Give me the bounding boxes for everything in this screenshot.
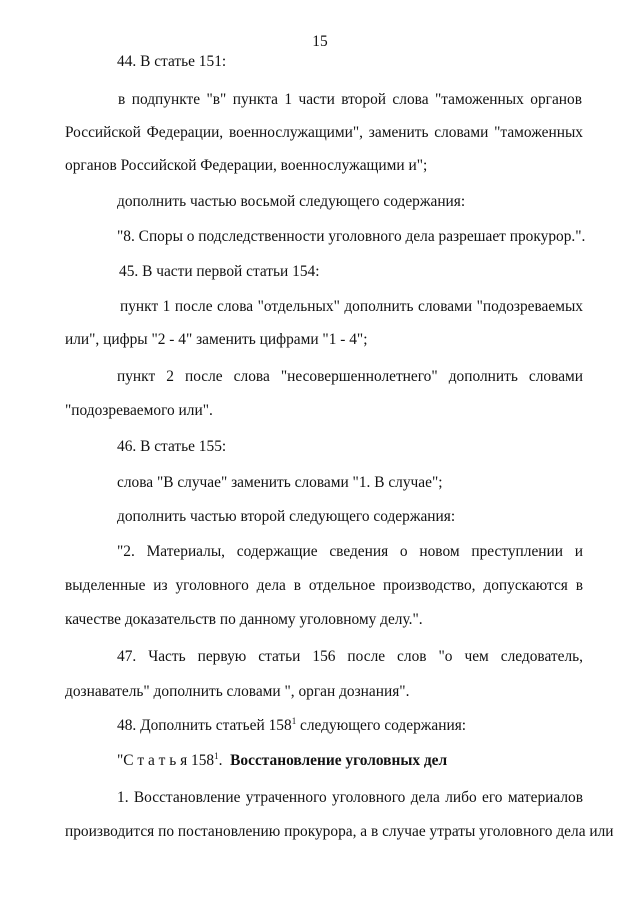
paragraph-line: Российской Федерации, военнослужащими", заменить словами "таможенных <box>65 124 583 141</box>
paragraph-line: 45. В части первой статьи 154: <box>119 263 320 280</box>
paragraph-line: "8. Споры о подследственности уголовного дела разрешает прокурор.". <box>117 228 586 245</box>
paragraph-line: производится по постановлению прокурора, а в случае утраты уголовного дела или <box>65 823 614 840</box>
article-superscript: 1 <box>214 750 219 761</box>
paragraph-line: "2. Материалы, содержащие сведения о новом преступлении и <box>117 543 583 560</box>
paragraph-line: дополнить частью второй следующего содержания: <box>117 508 456 525</box>
paragraph-line: или", цифры "2 - 4" заменить цифрами "1 - 4"; <box>65 331 368 348</box>
article-label: "С т а т ь я 158 <box>117 752 215 769</box>
paragraph-line: 46. В статье 155: <box>117 438 227 455</box>
line48-text: 48. Дополнить статьей 158 <box>117 717 292 734</box>
line48-text-end: следующего содержания: <box>296 717 467 734</box>
paragraph-line: выделенные из уголовного дела в отдельное производство, допускаются в <box>65 577 583 594</box>
paragraph-line: дополнить частью восьмой следующего содержания: <box>117 193 466 210</box>
paragraph-line: пункт 2 после слова "несовершеннолетнего" дополнить словами <box>117 368 583 385</box>
article-heading <box>117 751 447 770</box>
paragraph-line: "подозреваемого или". <box>65 402 213 419</box>
paragraph-line: качестве доказательств по данному уголовному делу.". <box>65 611 423 628</box>
article-title: Восстановление уголовных дел <box>230 752 448 769</box>
page-number: 15 <box>312 33 328 50</box>
paragraph-line: 44. В статье 151: <box>117 53 227 70</box>
paragraph-line: в подпункте "в" пункта 1 части второй слова "таможенных органов <box>118 91 582 108</box>
paragraph-line: пункт 1 после слова "отдельных" дополнить словами "подозреваемых <box>120 298 583 315</box>
paragraph-line: слова "В случае" заменить словами "1. В случае"; <box>117 474 443 491</box>
paragraph-line: 47. Часть первую статьи 156 после слов "о чем следователь, <box>117 648 583 665</box>
paragraph-line: дознаватель" дополнить словами ", орган дознания". <box>65 683 410 700</box>
paragraph-line <box>117 716 466 735</box>
article-label-dot: . <box>218 752 223 769</box>
paragraph-line: 1. Восстановление утраченного уголовного дела либо его материалов <box>117 789 583 806</box>
line48-superscript: 1 <box>291 715 297 726</box>
paragraph-line: органов Российской Федерации, военнослужащими и"; <box>65 157 428 174</box>
